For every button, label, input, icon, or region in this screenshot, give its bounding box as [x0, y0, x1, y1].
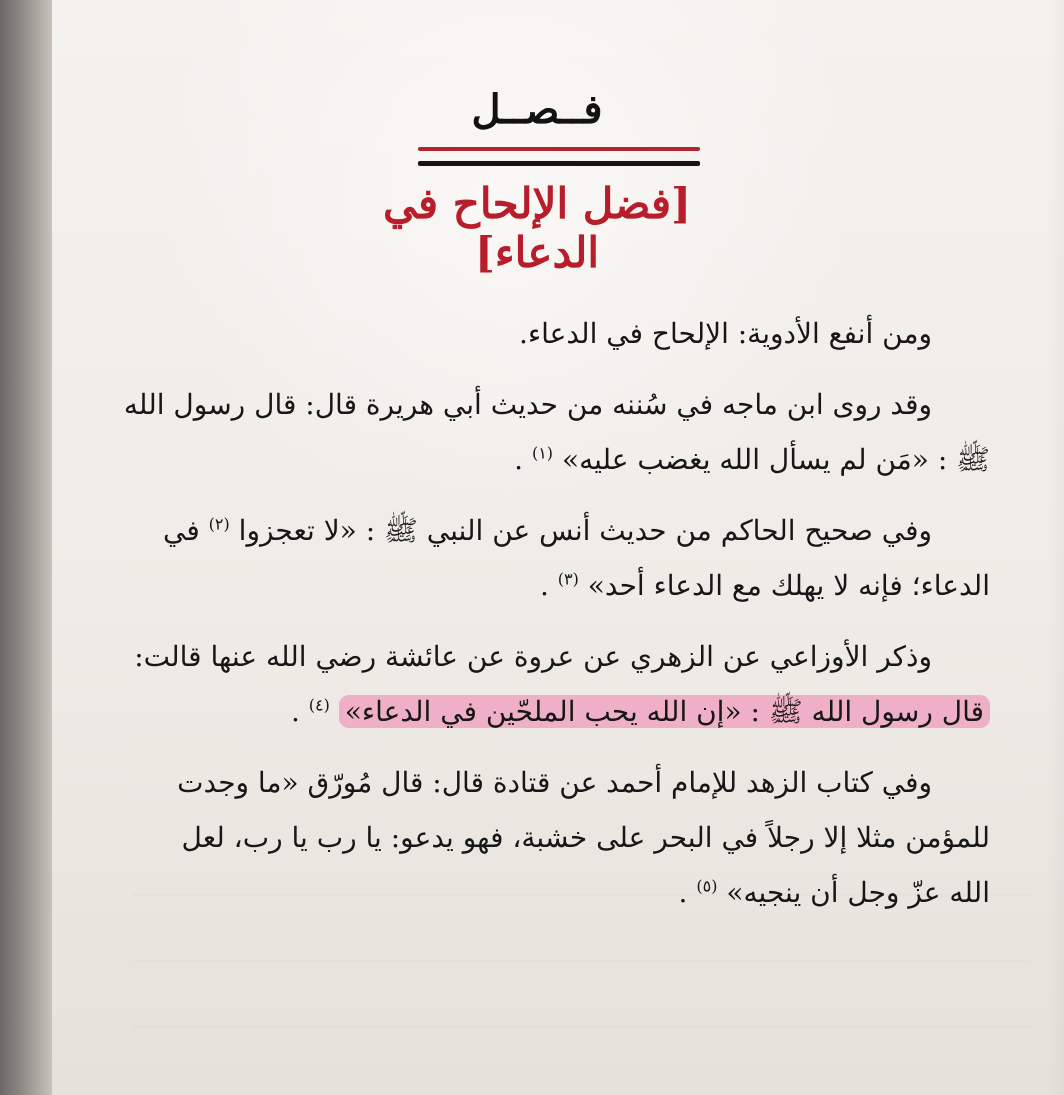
highlighted-phrase: قال رسول الله ﷺ : «إن الله يحب الملحّين في الدعاء»	[339, 695, 990, 728]
chapter-header	[332, 86, 742, 277]
text-line-9: للمؤمن مثلا إلا رجلاً في البحر على خشبة، فهو يدعو: يا رب يا رب، لعل	[181, 821, 990, 854]
text-line-1: ومن أنفع الأدوية: الإلحاح في الدعاء.	[519, 317, 932, 350]
text-line-10: الله عزّ وجل أن ينجيه»	[726, 876, 990, 909]
text-line	[90, 755, 990, 810]
footnote-3: (٣)	[557, 569, 579, 589]
period-mark: .	[290, 695, 300, 728]
page-text	[90, 306, 990, 920]
period-mark: .	[678, 876, 688, 909]
extra-word: في	[163, 514, 200, 547]
footnote-2: (٢)	[208, 514, 230, 534]
text-line	[90, 810, 990, 865]
black-divider	[418, 161, 700, 166]
text-line	[90, 558, 990, 613]
period-mark: .	[539, 569, 549, 602]
text-line-2: وقد روى ابن ماجه في سُننه من حديث أبي هريرة قال: قال رسول الله	[123, 388, 932, 421]
text-line	[90, 629, 990, 684]
page-edge	[1048, 0, 1064, 1095]
text-line	[90, 865, 990, 920]
text-line-5: الدعاء؛ فإنه لا يهلك مع الدعاء أحد»	[587, 569, 990, 602]
text-line	[90, 432, 990, 487]
text-line-4: وفي صحيح الحاكم من حديث أنس عن النبي ﷺ : «لا تعجزوا	[238, 514, 932, 547]
text-line	[90, 503, 990, 558]
footnote-4: (٤)	[308, 695, 330, 715]
text-line-6: وذكر الأوزاعي عن الزهري عن عروة عن عائشة رضي الله عنها قالت:	[134, 640, 932, 673]
text-line	[90, 684, 990, 739]
footnote-1: (١)	[531, 443, 554, 463]
chapter-title: [فضل الإلحاح في الدعاء]	[383, 179, 691, 277]
text-line-8: وفي كتاب الزهد للإمام أحمد عن قتادة قال: قال مُورّق «ما وجدت	[177, 766, 932, 799]
book-page	[52, 0, 1064, 1095]
red-divider	[418, 147, 700, 151]
text-line-3: ﷺ : «مَن لم يسأل الله يغضب عليه»	[561, 443, 990, 476]
text-line	[90, 306, 990, 361]
section-word: فــصــل	[471, 86, 603, 133]
footnote-5: (٥)	[696, 876, 718, 896]
period-mark: .	[514, 443, 524, 476]
text-line	[90, 377, 990, 432]
